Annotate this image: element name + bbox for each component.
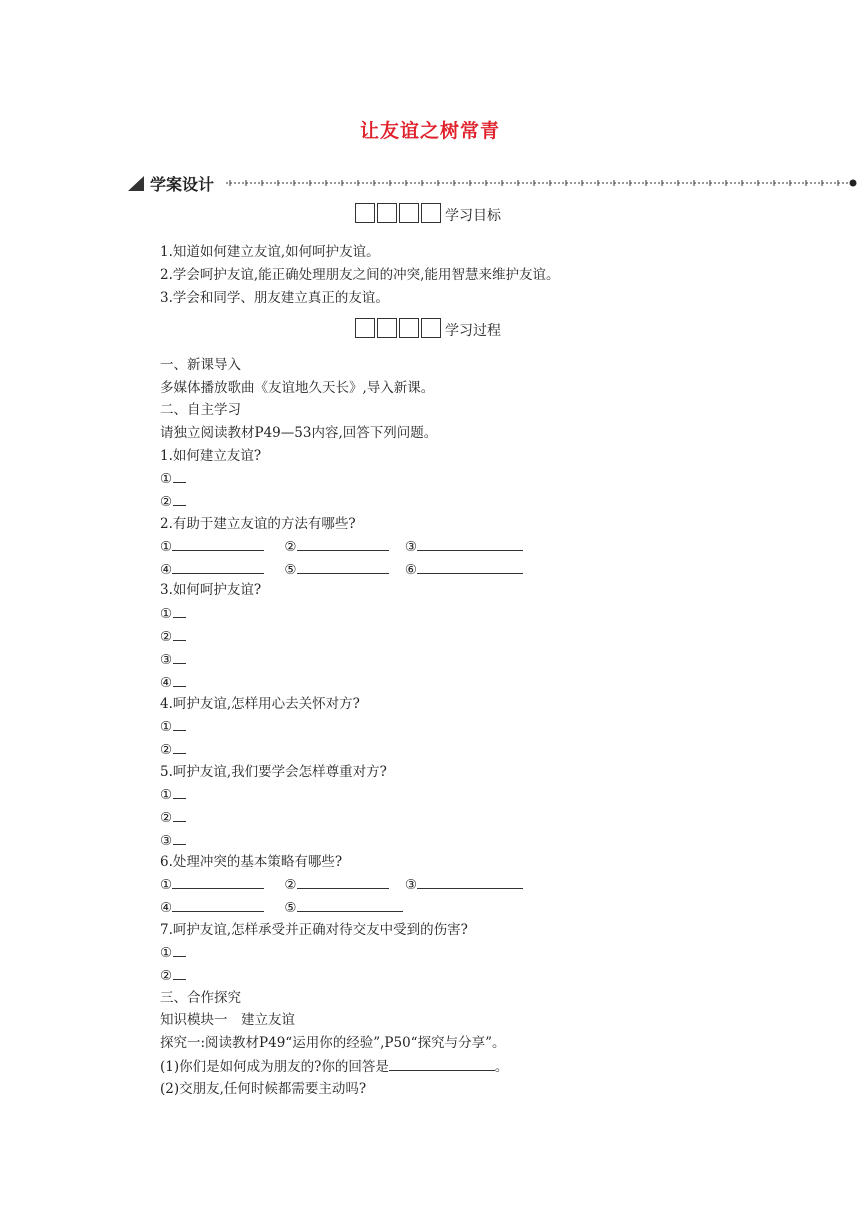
answer-row: ① ② ③	[160, 536, 523, 557]
heading-intro: 一、新课导入	[160, 357, 241, 373]
goal-item: 3.学会和同学、朋友建立真正的友谊。	[160, 290, 389, 306]
answer-line: ②	[160, 627, 186, 647]
question-7: 7.呵护友谊,怎样承受并正确对待交友中受到的伤害?	[160, 922, 468, 938]
goals-header-text: 学习目标	[445, 208, 501, 224]
question-6: 6.处理冲突的基本策略有哪些?	[160, 854, 343, 870]
answer-row: ④ ⑤ ⑥	[160, 559, 523, 580]
answer-line: ③	[160, 650, 186, 670]
heading-self-study: 二、自主学习	[160, 402, 241, 418]
read-instruction: 请独立阅读教材P49—53内容,回答下列问题。	[160, 425, 438, 441]
rule-end-dot	[850, 180, 857, 187]
question-3: 3.如何呵护友谊?	[160, 582, 262, 598]
answer-line: ④	[160, 673, 186, 693]
answer-row: ④ ⑤	[160, 897, 403, 918]
sub-question-2: (2)交朋友,任何时候都需要主动吗?	[160, 1081, 367, 1097]
intro-text: 多媒体播放歌曲《友谊地久天长》,导入新课。	[160, 380, 435, 396]
header-boxes	[355, 318, 443, 338]
dotted-rule	[226, 172, 858, 194]
process-header-text: 学习过程	[445, 323, 501, 339]
answer-line: ②	[160, 808, 186, 828]
triangle-icon	[128, 176, 144, 191]
heading-cooperation: 三、合作探究	[160, 990, 241, 1006]
question-4: 4.呵护友谊,怎样用心去关怀对方?	[160, 696, 360, 712]
question-2: 2.有助于建立友谊的方法有哪些?	[160, 516, 356, 532]
explore-instruction: 探究一:阅读教材P49“运用你的经验”,P50“探究与分享”。	[160, 1035, 506, 1051]
goal-item: 2.学会呵护友谊,能正确处理朋友之间的冲突,能用智慧来维护友谊。	[160, 267, 560, 283]
banner-label: 学案设计	[150, 175, 215, 194]
module-title: 知识模块一 建立友谊	[160, 1012, 295, 1028]
answer-row: ① ② ③	[160, 874, 523, 895]
answer-line: ②	[160, 740, 186, 760]
question-5: 5.呵护友谊,我们要学会怎样尊重对方?	[160, 764, 387, 780]
answer-line: ②	[160, 966, 186, 986]
answer-line: ①	[160, 469, 186, 489]
sub-question-1: (1)你们是如何成为朋友的?你的回答是 。	[160, 1056, 508, 1077]
answer-line: ①	[160, 604, 186, 624]
page-title: 让友谊之树常青	[359, 120, 500, 142]
answer-line: ①	[160, 785, 186, 805]
header-boxes	[355, 203, 443, 223]
answer-line: ②	[160, 492, 186, 512]
answer-line: ①	[160, 943, 186, 963]
answer-line: ①	[160, 717, 186, 737]
answer-line: ③	[160, 831, 186, 851]
goal-item: 1.知道如何建立友谊,如何呵护友谊。	[160, 244, 380, 260]
question-1: 1.如何建立友谊?	[160, 448, 262, 464]
section-banner	[126, 172, 858, 194]
